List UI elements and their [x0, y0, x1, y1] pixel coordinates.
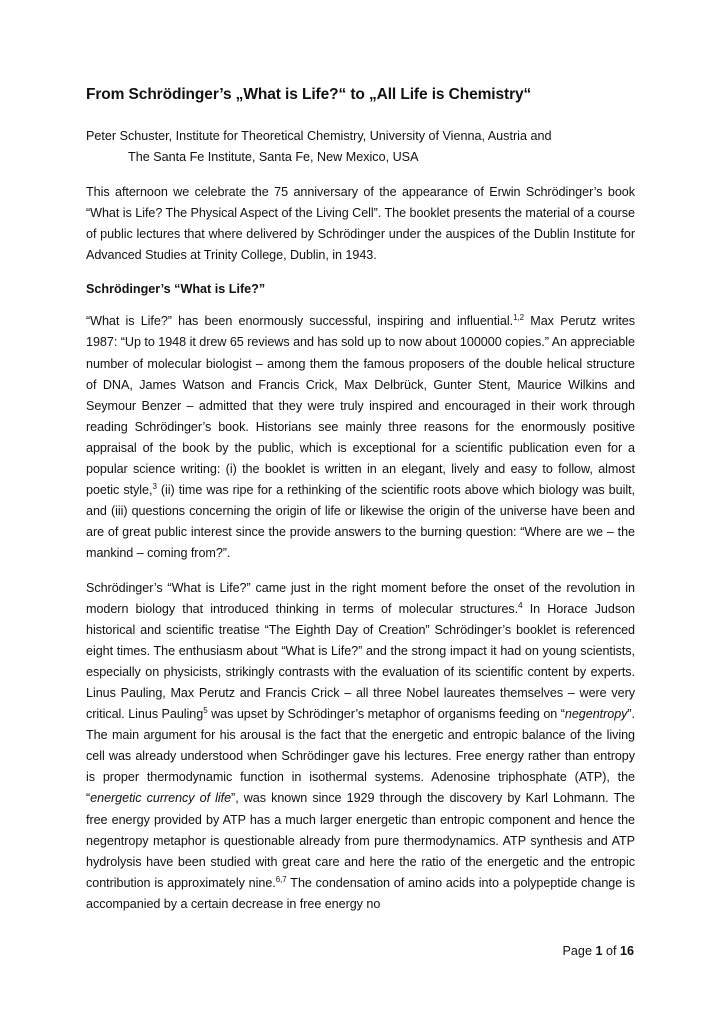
document-page	[86, 84, 635, 928]
p2-text-c: was upset by Schrödinger’s metaphor of organisms feeding on “	[207, 707, 565, 722]
author-line-2: The Santa Fe Institute, Santa Fe, New Mexico, USA	[128, 150, 419, 164]
intro-paragraph: This afternoon we celebrate the 75 anniversary of the appearance of Erwin Schrödinger’s book “What is Life? The Physical Aspect of the Living Cell”. The booklet presents the material of a course of public lectures that where delivered by Schrödinger under the auspices of the Dublin Institute for Advanced Studies at Trinity College, Dublin, in 1943.	[86, 185, 635, 263]
p2-text-a: Schrödinger’s “What is Life?” came just in the right moment before the onset of the revolution in modern biology that introduced thinking in terms of molecular structures.	[86, 580, 635, 616]
p2-text-d: ”. The main argument for his arousal is the fact that the energetic and entropic balance of the living cell was already understood when Schrödinger gave his lectures. Free energy rather than entropy is proper thermodynamic function in isothermal systems. Adenosine triphosphate (ATP), the “	[86, 707, 635, 806]
author-affiliation	[86, 126, 635, 168]
author-line-1: Peter Schuster, Institute for Theoretical Chemistry, University of Vienna, Austria and	[86, 129, 552, 143]
document-title: From Schrödinger’s „What is Life?“ to „All Life is Chemistry“	[86, 86, 532, 103]
paragraph-1	[86, 311, 635, 564]
p1-text-c: (ii) time was ripe for a rethinking of the scientific roots above which biology was built, and (iii) questions concerning the origin of life or likewise the origin of the universe have been and are of great public interest since the provide answers to the burning question: “Where are we – the mankind – coming from?”.	[86, 483, 635, 561]
term-negentropy: negentropy	[564, 707, 628, 722]
section-heading: Schrödinger’s “What is Life?”	[86, 282, 266, 297]
citation-1-2: 1,2	[513, 313, 525, 323]
p1-text-b: Max Perutz writes 1987: “Up to 1948 it drew 65 reviews and has sold up to now about 100000 copies.” An appreciable number of molecular biologist – among them the famous proposers of the double helical structure of DNA, James Watson and Francis Crick, Max Delbrück, Gunter Stent, Maurice Wilkins and Seymour Benzer – admitted that they were truly inspired and encouraged in their work through reading Schrödinger’s book. Historians see mainly three reasons for the enormously positive appraisal of the book by the public, which is exceptional for a scientific publication even for a popular science writing: (i) the booklet is written in an elegant, lively and easy to follow, almost poetic style,	[86, 314, 635, 498]
term-energetic-currency: energetic currency of life	[90, 791, 232, 806]
citation-4: 4	[518, 600, 523, 610]
p2-text-b: In Horace Judson historical and scientific treatise “The Eighth Day of Creation” Schrödinger’s booklet is referenced eight times. The enthusiasm about “What is Life?” and the strong impact it had on young scientists, especially on physicists, strikingly contrasts with the evaluation of its scientific content by experts. Linus Pauling, Max Perutz and Francis Crick – all three Nobel laureates themselves – were very critical. Linus Pauling	[86, 601, 635, 722]
citation-3: 3	[152, 481, 157, 491]
p1-text-a: “What is Life?” has been enormously successful, inspiring and influential.	[86, 314, 514, 329]
citation-6-7: 6,7	[275, 874, 287, 884]
p2-text-e: ”, was known since 1929 through the discovery by Karl Lohmann. The free energy provided by ATP has a much larger energetic than entropic component and hence the negentropy metaphor is questionable already from pure thermodynamics. ATP synthesis and ATP hydrolysis have been studied with great care and here the ratio of the energetic and the entropic contribution is approximately nine.	[86, 791, 635, 890]
citation-5: 5	[203, 705, 208, 715]
footer-prefix: Page	[562, 944, 596, 958]
page-number-footer	[563, 944, 634, 958]
current-page: 1	[595, 944, 603, 958]
p2-text-f: The condensation of amino acids into a polypeptide change is accompanied by a certain decrease in free energy no	[86, 875, 635, 911]
paragraph-2	[86, 578, 635, 916]
total-pages: 16	[619, 944, 634, 958]
footer-middle: of	[602, 944, 620, 958]
